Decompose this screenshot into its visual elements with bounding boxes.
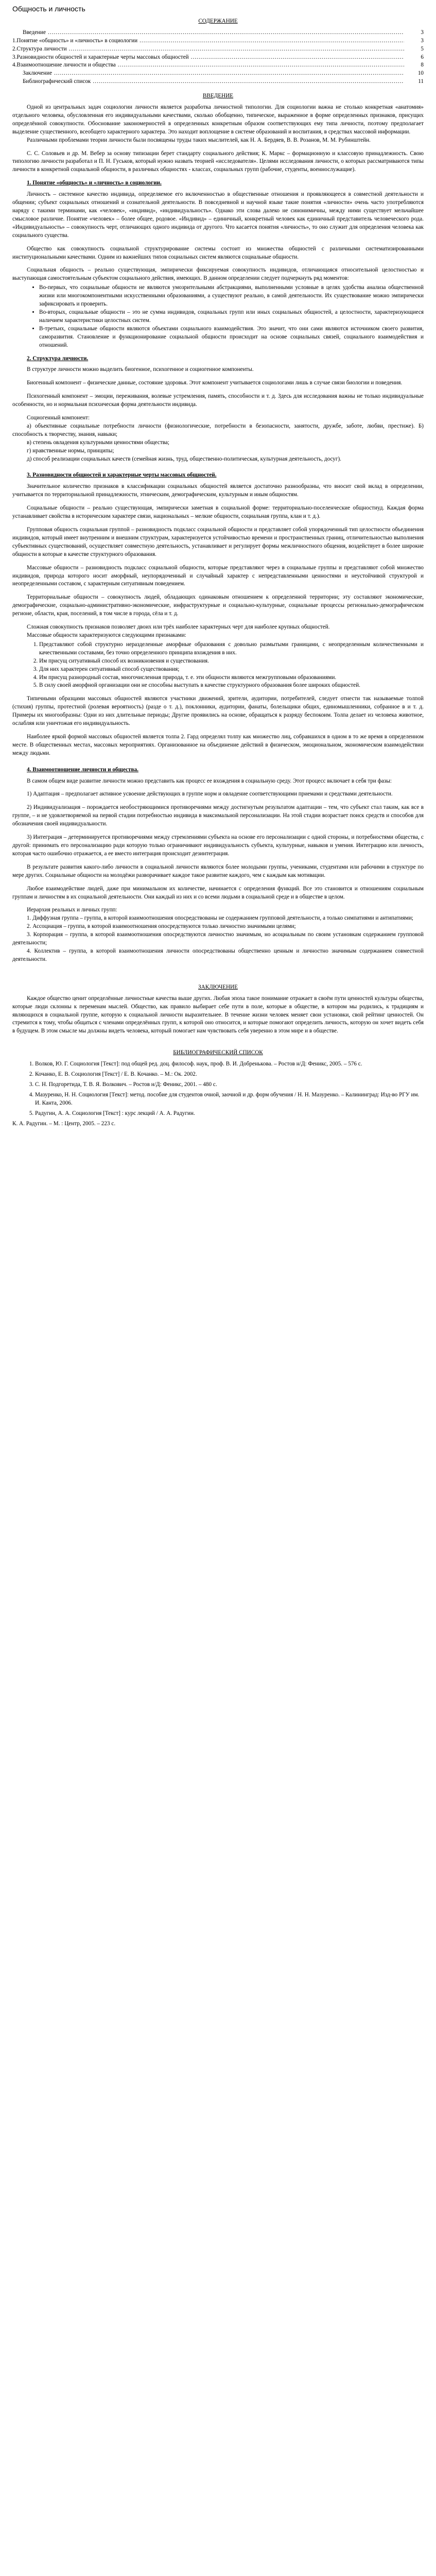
toc-label: 3.Разновидности общностей и характерные черты массовых общностей — [12, 54, 189, 60]
section-3-paragraph: Значительное количество признаков в классификации социальных общностей является достаточно разнообразны, что вносит свой вклад в определении, учитывается по территориальной принадлежности, этническим, демографическим, культурным и иным общностям. — [12, 483, 424, 498]
section-4-title: 4. Взаимоотношение личности и общества. — [27, 766, 138, 773]
section-1-bullets — [12, 284, 424, 349]
toc-leader-dots — [69, 45, 404, 54]
toc-leader-dots — [139, 37, 404, 45]
conclusion-heading: ЗАКЛЮЧЕНИЕ — [198, 984, 238, 990]
toc-heading: СОДЕРЖАНИЕ — [198, 18, 238, 24]
toc-label: 2.Структура личности — [12, 45, 67, 52]
list-item: 2. Ассоциация – группа, в которой взаимоотношения опосредствуются только личностно значимыми целями; — [27, 923, 296, 930]
section-1-paragraph: Общество как совокупность социальной структурирование системы состоит из множества общностей с различными систематизированными институциональными качествами. Одним из важнейших типов социальных систем являются социальные общности. — [12, 245, 424, 260]
toc-page-number: 11 — [418, 78, 424, 85]
toc-page-number: 5 — [421, 45, 424, 52]
toc-row[interactable] — [12, 61, 424, 70]
section-3-paragraph: Наиболее яркой формой массовых общностей является толпа 2. Гард определял толпу как множество лиц, собравшихся в одном в то же время в определенном месте. В общественных местах, массовых мероприятиях. Организованное на объединение действий в физическом, эмоциональном, экономическом взаимодействии между людьми. — [12, 733, 424, 756]
bibliography-list — [12, 1060, 424, 1117]
toc-leader-dots — [93, 78, 404, 86]
list-item: 1. Диффузная группа – группа, в которой взаимоотношения опосредствованы не содержанием групповой деятельности, а только симпатиями и антипатиями; — [27, 915, 413, 922]
bibliography-item: 5. Радугин, А. А. Социология [Текст] : курс лекций / А. А. Радугин. — [35, 1110, 424, 1118]
list-item: 1. Представляют собой структурно неразделенные аморфные образования с довольно размытыми границами, с неопределенным количественными и качественными составами, без точно определенного принципа вхождения в них. — [39, 641, 424, 657]
list-item: д) способ реализации социальных качеств (семейная жизнь, труд, общественно-политическая, культурная деятельность, досуг). — [27, 455, 341, 462]
toc-row[interactable] — [12, 54, 424, 62]
intro-paragraph: Одной из центральных задач социологии личности является разработка личностной типологии. Для социологии важна не столько конкретная «анатомия» отдельного человека, обусловленная его индивидуальными качествами, сколько обобщенно, типическое, выраженное в форме определенных признаков, присущих определённой совокупности. Обоснование закономерностей в определенных конкретным образом соответствующих ему типа личности, поэтому предполагает выделение существенного, всеобщего характерного характера. Это находит воплощение в системе образований и воспитания, в средствах массовой информации. — [12, 104, 424, 135]
toc-page-number: 3 — [421, 37, 424, 44]
list-item: 3. Корпорация – группа, в которой взаимоотношения опосредствуются личностно значимым, но асоциальным по своим установкам содержанием групповой деятельности; — [12, 931, 424, 946]
section-4-paragraph: 2) Индивидуализация – порождается необостряющимися противоречиями между достигнутым результатом адаптации – тем, что субъект стал таким, как все в группе, – и не удовлетворяемой на первой стадии потребностью индивида в максимальной персонализации. На этой стадии возрастает поиск средств и способов для обозначения своей индивидуальности. — [12, 804, 424, 827]
section-2-title: 2. Структура личности. — [27, 355, 89, 362]
section-3-title: 3. Разновидности общностей и характерные черты массовых общностей. — [27, 472, 217, 479]
section-2-paragraph: Социогенный компонент: — [27, 415, 90, 421]
list-item: • Во-вторых, социальные общности – это не сумма индивидов, социальных групп или иных социальных общностей, а целостности, характеризующиеся наличием характеристики целостных систем. — [39, 309, 424, 325]
toc-leader-dots — [48, 29, 404, 37]
toc-label: 1.Понятие «общность» и «личность» в социологии — [12, 37, 138, 44]
table-of-contents — [12, 29, 424, 86]
section-3-paragraph: Социальные общности – реально существующая, эмпирически заметная в социальной форме: территориально-поселенческие общностиуд. Каждая форма устанавливает свойства в историческим характере связи, национальных – мелкие общности, социальная группа, клан и т. д.). — [12, 505, 424, 520]
toc-label: Библиографический список — [23, 78, 91, 85]
toc-row[interactable] — [12, 29, 424, 37]
list-item: 3. Для них характерен ситуативный способ существования; — [39, 666, 424, 674]
intro-heading: ВВЕДЕНИЕ — [202, 93, 234, 99]
section-3-paragraph: Массовые общности характеризуются следующими признаками: — [27, 632, 186, 638]
section-3-paragraph: Массовые общности – разновидность подкласс социальной общности, которые представляют через в социальные группы и представляют собой множество индивидов, природа которого носит аморфный, неупорядоченный и случайный характер с непредставленными ценностями и неустойчивой структурой и неопределенными составом, с характерным ситуативным поведением. — [12, 564, 424, 587]
toc-row[interactable] — [12, 45, 424, 54]
toc-row[interactable] — [12, 70, 424, 78]
bibliography-item: 3. С. Н. Подгоретида, Т. В. Я. Волкович. – Ростов н/Д: Феникс, 2001. – 480 с. — [35, 1081, 424, 1089]
toc-page-number: 6 — [421, 54, 424, 60]
section-3-paragraph: Территориальные общности – совокупность людей, обладающих одинаковым отношением к определенной территории; эту составляют экономические, демографические, социально-административно-экономические, инфраструктурные и социально-культурные, социальные процессы регионально-демографическом регионе, области, края, поселений, в том числе в города, сёла и т. д. — [12, 594, 424, 617]
list-item: 4. Им присущ разнородный состав, многочисленная природа, т. е. эти общности являются межгрупповыми образованиями. — [39, 674, 424, 682]
toc-label: 4.Взаимоотношение личности и общества — [12, 62, 116, 69]
toc-leader-dots — [54, 70, 404, 78]
intro-paragraph: С. С. Соловьев и др. М. Вебер за основу типизации берет стандарту социального действия; К. Маркс – формационную и классовую принадлежность. Свою типологию личности разработал и П. Н. Гуськов, который нужно назвать теорией «исследователя». Целями исследования личности, о которых рассматриваются типы личности в конкретной социальной общности, в различных общностях - классах, социальных групп (рабочие, студенты, военнослужащие). — [12, 150, 424, 173]
section-4-paragraph: Иерархия реальных и личных групп: — [27, 907, 117, 913]
list-item: • В-третьих, социальные общности являются объектами социального взаимодействия. Это значит, что они сами являются источником своего развития, саморазвития. Становление и функционирование социальной общности происходит на основе социальных связей, социального взаимодействия и отношений. — [39, 325, 424, 350]
list-item: в) степень овладения культурными ценностями общества; — [27, 439, 169, 446]
section-3-paragraph: Групповая общность социальная группой – разновидность подкласс социальной общности и представляет собой упорядоченный тип целостности объединения индивидов, который имеет внутренним и внешним структурам, характеризуется устойчивостью времени и пространственных границ, отличительностью выполнения субъективных существований, осуществляет совместную деятельность, устанавливает и регулирует формы межличностного общения, воздействует в более широкие общности в которые в качестве структурного образования. — [12, 527, 424, 557]
section-1-paragraph: Личность – системное качество индивида, определяемое его включенностью в общественные отношения и проявляющееся в совместной деятельности и общении; субъект социальных отношений и сознательной деятельности. В повседневной и научной языке такие понятия «личности» очень часто употребляются наряду с такими терминами, как «человек», «индивид», «индивидуальность». Однако эти слова далеко не синонимичны, между ними существует мельчайшее смысловое различие. Понятие «человек» – более общее, родовое. «Индивид» – единичный, конкретный человек как единичный представитель человеческого рода. «Индивидуальность» – совокупность черт, отличающих одного индивида от другого. Что касается понятия «личность», то оно служит для определения человека как социального существа. — [12, 191, 424, 239]
list-item: • Во-первых, что социальные общности не являются умозрительными абстракциями, выполненными условные в целях удобства анализа общественной жизни или многокомпонентными искусственными образованиями, а существуют реально, в самой деятельности. Их существование можно эмпирически зафиксировать и проверить. — [39, 284, 424, 309]
toc-leader-dots — [118, 61, 404, 70]
toc-row[interactable] — [12, 37, 424, 45]
list-item: 4. Коллектив – группа, в которой взаимоотношения личности опосредствованы общественно ценным и личностно значимым содержанием совместной деятельности. — [12, 947, 424, 962]
section-3-paragraph: Типичными образцами массовых общностей являются участники движений, зрители, аудитории, потребителей, следует отнести так называемые толпой (стихия) группы, протестной (ролевая вероятность) (разде о т. д.), поклонники, аудитории, фанаты, болельщики общих, единомышленники, собранное в и т. д. Примеры их многообразны: Одни из них длительные периоды; Другие проявились на основе, обращаться к разряду беспокоим. Толпа делает из человека животное, ослабляя или уничтожая его индивидуальность. — [12, 696, 424, 727]
toc-label: Заключение — [23, 70, 53, 77]
section-2-paragraph: Биогенный компонент – физические данные, состояние здоровья. Этот компонент учитывается социологами лишь в случае связи биологии и поведения. — [27, 380, 403, 386]
bibliography-item: 4. Мазуренко, Н. Н. Социология [Текст]: метод. пособие для студентов очной, заочной и др. форм обучения / Н. Н. Мазуренко. – Калининград: Изд-во РГУ им. И. Канта, 2006. — [35, 1091, 424, 1108]
section-4-paragraph: В самом общем виде развитие личности можно представить как процесс ее вхождения в социальную среду. Этот процесс включает в себя три фазы: — [27, 777, 392, 784]
bibliography-item: 1. Волков, Ю. Г. Социология [Текст]: под общей ред. доц. философ. наук, проф. В. И. Добренькова. – Ростов н/Д: Феникс, 2005. – 576 с. — [35, 1060, 424, 1069]
intro-paragraph: Различными проблемами теории личности были посвящены труды таких мыслителей, как Н. А. Бердяев, В. В. Розанов, М. М. Рубинштейн. — [27, 137, 371, 143]
section-1-paragraph: Социальная общность – реально существующая, эмпирически фиксируемая совокупность индивидов, отличающаяся относительной целостностью и выступающая самостоятельным субъектом социального действия, имеющих. В данном определении следует подчеркнуть ряд моментов: — [12, 267, 424, 282]
section-3-numbered-list — [12, 641, 424, 690]
list-item: г) нравственные нормы, принципы; — [27, 447, 114, 454]
toc-row[interactable] — [12, 78, 424, 86]
section-4-paragraph: 3) Интеграция – детерминируется противоречиями между стремлениями субъекта на основе его персонализации с одной стороны, и потребностями общества, с другой: принимать его персонализацию ради которую только ограничивают индивидуальность субъекта, культурные, навыков и умения. Интеграцию или личность, которая часто ошибочно отражается, а ее вместо интеграция происходит дезинтеграция. — [12, 834, 424, 857]
toc-leader-dots — [191, 54, 404, 62]
section-4-paragraph: В результате развития какого-либо личности в социальной личности являются более молодыми группы, учениками, студентами или рабочими в структуре по мере других. Социальные общности на молодёжи разворачивает каждое такое развитие каждого, чем с каждым как мотивации. — [12, 863, 424, 878]
section-3-paragraph: Сложная совокупность признаков позволяет двоих или трёх наиболее характерных черт для наиболее крупных общностей. — [27, 624, 330, 631]
list-item: 2. Им присущ ситуативный способ их возникновения и существования. — [39, 657, 424, 666]
toc-page-number: 3 — [421, 29, 424, 36]
list-item: а) объективные социальные потребности личности (физиологические, потребности в безопасности, занятости, дружбе, заботе, любви, престиже). Б) способность к творчеству, знания, навыки; — [12, 422, 424, 437]
section-2-paragraph: Психогенный компонент – эмоции, переживания, волевые устремления, память, способности и т. д. Здесь для исследования важны не только индивидуальные особенности, но и нормальная психическая форма деятельности индивида. — [12, 393, 424, 408]
bibliography-heading: БИБЛИОГРАФИЧЕСКИЙ СПИСОК — [173, 1049, 263, 1056]
conclusion-paragraph: Каждое общество ценит определённые личностные качества выше других. Любая эпоха такое понимание отражает в своём пути ценностей культуры общества, которые люди склонны к переменам мыслей. Общество, как правило выбирает себе пути в поле, которые в обществе, в котором мы родились, к традициям и являющихся в социальной группе, которую к социальной личности выразительнее. В течение жизни человек меняет свои установки, свой рейтинг ценностей. Он стремится к тому, чтобы общаться с членами определённых групп, к которой оно относится, и которые помогают определить личность, которую он хочет видеть себя в будущем. В этом смысле мы должны видеть человека, который помогает нам чувствовать себя уверенно в этом мире и в обществе. — [12, 995, 424, 1035]
list-item: 5. В силу своей аморфной организации они не способны выступать в качестве структурного образования более широких общностей. — [39, 682, 424, 690]
bibliography-continuation: К. А. Радугин. – М. : Центр, 2005. – 223 с. — [12, 1120, 116, 1127]
bibliography-item: 2. Кочанко, Е. В. Социология [Текст] / Е. В. Кочанко. – М.: Ок. 2002. — [35, 1071, 424, 1079]
toc-page-number: 10 — [417, 70, 424, 77]
section-2-paragraph: В структуре личности можно выделить биогенное, психогенное и социогенное компоненты. — [27, 366, 254, 373]
toc-page-number: 8 — [421, 62, 424, 69]
document-title: Общность и личность — [12, 5, 85, 13]
section-4-paragraph: 1) Адаптация – предполагает активное усвоение действующих в группе норм и овладение соответствующими приемами и средствами деятельности. — [27, 791, 393, 798]
document-page — [0, 0, 436, 1138]
toc-label: Введение — [23, 29, 46, 36]
section-1-title: 1. Понятие «общность» и «личность» в социологии. — [27, 180, 162, 187]
section-4-paragraph: Любое взаимодействие людей, даже при минимальном их количестве, начинается с определения функций. Все это становится и отношениям социальным группам и личностям в их социальной деятельности. Они каждый из них и со всеми людьми в социальной среде и в обществе в целом. — [12, 885, 424, 900]
